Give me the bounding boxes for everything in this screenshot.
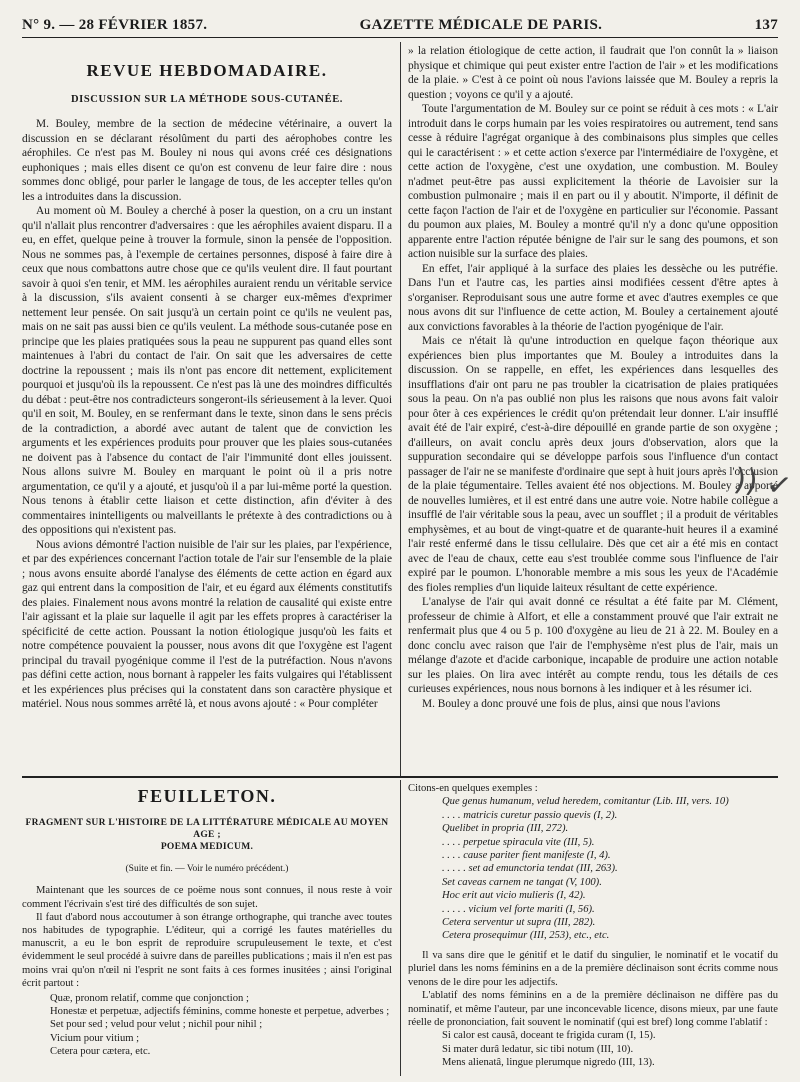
margin-pencil-mark: )) ✓ (731, 462, 795, 505)
latin-example: . . . . . set ad emunctoria tendat (III, 263). (442, 863, 618, 875)
feuilleton-paragraph: L'ablatif des noms féminins en a de la première déclinaison ne diffère pas du nominatif, et même l'auteur, par une inconcevable licence, disons mieux, par une faute réelle de prononciation, fait souvent le nominatif (qui est bref) long comme l'ablatif : (408, 990, 778, 1028)
revue-paragraph: M. Bouley, membre de la section de médecine vétérinaire, a ouvert la discussion en se déclarant résolûment du parti des aérophobes contre les aérophiles. Ce n'est pas M. Bouley ni nous qui avons créé ces désignations euphoniques ; mais elles disent ce qu'on est convenu de leur faire dire : nous sommes donc obligé, pour parler le langage de tous, de les accepter telles qu'on les a introduites dans la discussion. (22, 118, 392, 203)
feuilleton-right-column (408, 782, 778, 1074)
feuilleton-subtitle: FRAGMENT SUR L'HISTOIRE DE LA LITTÉRATURE MÉDICALE AU MOYEN AGE ; (25, 818, 389, 841)
orthography-item: Vicium pour vitium ; (50, 1032, 140, 1044)
orthography-list (50, 992, 392, 1058)
latin-verse: Si mater durâ ledatur, sic tibi notum (III, 10). (442, 1043, 634, 1055)
feuilleton-rule (22, 776, 778, 778)
latin-example: Cetera prosequimur (III, 253), etc., etc. (442, 930, 610, 942)
revue-left-column (22, 61, 392, 712)
continuation-note: (Suite et fin. — Voir le numéro précédent.) (125, 864, 289, 875)
latin-example: Que genus humanum, velud heredem, comitantur (Lib. III, vers. 10) (442, 796, 729, 808)
revue-paragraph: L'analyse de l'air qui avait donné ce résultat a été faite par M. Clément, professeur de chimie à Alfort, et elle a constamment prouvé que l'air extrait ne renfermait plus que 4 ou 5 p. 100 d'oxygène au lieu de 21 à 22. M. Bouley en a donc conclu avec raison que l'air de l'emphysème n'est plus de l'air, mais un mélange d'azote et d'acide carbonique, incapable de produire une action notable sur les plaies. On lira avec intérêt au compte rendu, tous les détails de ces curieuses expériences, nous nous bornons à les indiquer et à les résumer ici. (408, 596, 778, 695)
latin-example: . . . . cause pariter fient manifeste (I, 4). (442, 850, 611, 862)
orthography-item: Cetera pour cætera, etc. (50, 1045, 151, 1057)
header-rule (22, 37, 778, 38)
revue-right-column (408, 44, 778, 711)
orthography-item: Quæ, pronom relatif, comme que conjonction ; (50, 993, 249, 1005)
revue-paragraph: Mais ce n'était là qu'une introduction en quelque façon théorique aux expériences bien plus importantes que M. Bouley a introduites dans la discussion. On se rappelle, en effet, les expériences dans lesquelles des insufflations d'air ont paru ne pas troubler la cicatrisation de plaies pratiquées sous la peau. On n'a pas oublié non plus les raisons que nous avons fait valoir pour ôter à ces expériences le crédit qu'on prétendait leur donner. L'air insufflé avait été de l'air expiré, c'est-à-dire dépouillé en grande partie de son oxygène ; d'ailleurs, on avait conclu après deux jours d'observation, alors que la suppuration secondaire qui se développe parfois sous l'influence d'un contact passager de l'air ne se manifeste d'ordinaire que sept à huit jours après l'occlusion de la plaie tégumentaire. Telles avaient été nos objections. M. Bouley a apporté de nouvelles lumières, et il est entré dans une autre voie. Notre habile collègue a insufflé de l'air véritable sous la peau, avec un soufflet ; il a produit de véritables emphysèmes, et au bout de vingt-quatre et de quarante-huit heures il a examiné l'air resté enfermé dans le tissu cellulaire. Dès que cet air a été mis en contact avec de l'eau de chaux, cette eau s'est troublée comme sous l'influence de l'air expiré par le poumon. L'honorable membre a mis sous les yeux de l'Académie des fioles remplies d'un liquide laiteux résultant de cette expérience. (408, 335, 778, 594)
page-number: 137 (754, 17, 778, 33)
latin-example: Cetera serventur ut supra (III, 282). (442, 917, 596, 929)
revue-paragraph: M. Bouley a donc prouvé une fois de plus, ainsi que nous l'avions (422, 697, 721, 710)
feuilleton-paragraph: Il va sans dire que le génitif et le datif du singulier, le nominatif et le vocatif du pluriel dans les noms féminins en a de la première déclinaison sont écrits comme nous venons de le dire pour les adjectifs. (408, 949, 778, 988)
revue-title: REVUE HEBDOMADAIRE. (86, 61, 328, 80)
latin-verses (442, 1029, 778, 1069)
latin-example: . . . . . vicium vel forte mariti (I, 56). (442, 903, 595, 915)
latin-example: Hoc erit aut vicio mulieris (I, 42). (442, 890, 586, 902)
latin-examples (442, 795, 778, 942)
examples-intro: Citons-en quelques exemples : (408, 783, 538, 794)
feuilleton-paragraph: Il faut d'abord nous accoutumer à son étrange orthographe, qui tranche avec toutes nos habitudes de typographie. L'éditeur, qui a corrigé les fautes matérielles du manuscrit, a eu le bon esprit de reproduire scrupuleusement le texte, et c'est évidemment le seul procédé à suivre dans de pareilles publications ; mais il n'en est pas moins vrai qu'on n'œil ni l'esprit ne sont faits à ces formes inusitées ; ainsi l'original écrit partout : (22, 911, 392, 989)
orthography-item: Honestæ et perpetuæ, adjectifs féminins, comme honeste et perpetue, adverbes ; (50, 1006, 390, 1018)
feuilleton-poem-title: POEMA MEDICUM. (160, 842, 254, 853)
column-divider-bottom (400, 780, 401, 1076)
running-header (22, 12, 778, 34)
issue-date: N° 9. — 28 FÉVRIER 1857. (22, 17, 208, 33)
feuilleton-paragraph: Maintenant que les sources de ce poëme nous sont connues, il nous reste à voir comment l'écrivain s'est tiré des difficultés de son sujet. (22, 885, 392, 910)
latin-verse: Mens alienatâ, lingue plerumque nigredo (III, 13). (442, 1057, 655, 1069)
revue-paragraph: » la relation étiologique de cette action, il faudrait que l'on connût la » liaison physique et chimique qui peut exister entre l'action de l'air » et les modifications de la plaie. » C'est à ce point où nous l'avions laissée que M. Bouley a repris la question ; voyons ce qu'il y a ajouté. (408, 45, 778, 101)
latin-example: Quelibet in propria (III, 272). (442, 823, 569, 835)
revue-subtitle: DISCUSSION SUR LA MÉTHODE SOUS-CUTANÉE. (70, 93, 344, 105)
latin-verse: Si calor est causâ, doceant te frigida curam (I, 15). (442, 1030, 656, 1042)
revue-paragraph: Toute l'argumentation de M. Bouley sur ce point se réduit à ces mots : « L'air introduit dans le corps humain par les voies respiratoires ou autrement, tend sans cesse à réduire l'agrégat organique à des combinaisons plus simples que celles qui le caractérisent : » et cette action s'exerce par l'intermédiaire de l'oxygène, et cette action de l'oxygène, c'est une oxydation, une combustion. M. Bouley n'admet peut-être pas aussi explicitement la théorie de Lavoisier sur la combustion pulmonaire ; mais il en part ou il y aboutit. N'importe, il définit de cette façon l'action de l'air et de l'oxygène en particulier sur l'économie. Passant du poumon aux plaies, M. Bouley a montré qu'il n'y a donc qu'une opposition apparente entre l'action réputée bénigne de l'air sur le sang des poumons, et son action nuisible sur la surface des plaies. (408, 103, 778, 260)
latin-example: . . . . matricis curetur passio quevis (I, 2). (442, 809, 618, 821)
revue-paragraph: Au moment où M. Bouley a cherché à poser la question, on a cru un instant qu'il n'allait plus rencontrer d'adversaires : que les aérophiles avaient disparu. Il a eu, en effet, quelque peine à trouver la formule, sinon la pensée de l'opposition. Nous ne sommes pas, à l'exemple de certaines personnes, disposé à faire dire à ceux que nous combattons autre chose que ce qu'ils veulent dire. Il faut pourtant savoir à quoi s'en tenir, et MM. les aérophiles auraient rendu un véritable service à la discussion, s'ils avaient consenti à se charger eux-mêmes d'exprimer nettement leur pensée. On sait jusqu'à un certain point ce qu'ils ne veulent pas, mais on ne sait pas aussi bien ce qu'ils veulent. La méthode sous-cutanée pose en principe que les plaies pratiquées sous la peau ne suppurent pas quand elles sont maintenues à l'abri du contact de l'air. On sait que les adversaires de cette doctrine la repoussent ; mais ils n'ont pas encore dit nettement, explicitement pourquoi et jusqu'où ils la repoussent. Ce n'est pas là une des moindres difficultés du débat : peut-être nos contradicteurs songeront-ils sérieusement à la lever. Quoi qu'il en soit, M. Bouley, en se renfermant dans le texte, sinon dans le sens précis de la contradiction, a abordé avec autant de talent que de conviction les arguments et les expériences produits pour prouver que les plaies sous-cutanées ne doivent pas à l'absence du contact de l'air l'immunité dont elles jouissent. Nous allons suivre M. Bouley en marquant le point où il a pris notre argumentation, ce qu'il y a ajouté, et jusqu'où il a par lui-même porté la question. Nous tenons à établir cette liaison et cette distinction, afin d'éviter à des commentaires inintelligents ou malveillants le prétexte à des contradictions ou à des oppositions qui n'existent pas. (22, 205, 392, 536)
feuilleton-title: FEUILLETON. (137, 786, 277, 806)
column-divider-top (400, 42, 401, 776)
latin-example: . . . . perpetue spiracula vite (III, 5). (442, 836, 595, 848)
revue-paragraph: En effet, l'air appliqué à la surface des plaies les dessèche ou les putréfie. Dans l'un et l'autre cas, les parties ainsi modifiées cessent d'être aptes à s'organiser. Reproduisant sous une autre forme et avec d'autres exemples ce que nous avons dit sur l'influence de cette action, M. Bouley a certainement ajouté aux convictions favorables à la théorie de l'action pyogénique de l'air. (408, 262, 778, 333)
revue-paragraph: Nous avions démontré l'action nuisible de l'air sur les plaies, par l'expérience, et par des expériences concernant l'action totale de l'air sur l'ensemble de la plaie ; nous avons ensuite abordé l'analyse des éléments de cette action en égard aux gaz qui entrent dans la composition de l'air, et eu égard aux éléments constitutifs des plaies. Finalement nous avons montré la relation de causalité qui existe entre l'air agissant et la plaie sur laquelle il agit par les effets propres à caractériser la spécificité de cette action. Poussant la notion étiologique jusqu'où les faits et notre compétence pouvaient la pousser, nous avons dit que l'oxygène est l'agent principal du travail pyogénique comme il l'est de la putréfaction. Nous n'avons pas défini cette action, nous bornant à rappeler les faits vulgaires qui l'établissent et les expériences plus précises qui la constatent dans son caractère physique et matériel. Nous nous sommes arrêté là, et nous avons ajouté : « Pour compléter (22, 538, 392, 710)
journal-title: GAZETTE MÉDICALE DE PARIS. (359, 17, 603, 33)
latin-example: Set caveas carnem ne tangat (V, 100). (442, 876, 602, 888)
orthography-item: Set pour sed ; velud pour velut ; nichil pour nihil ; (50, 1019, 263, 1031)
feuilleton-left-column (22, 786, 392, 1062)
